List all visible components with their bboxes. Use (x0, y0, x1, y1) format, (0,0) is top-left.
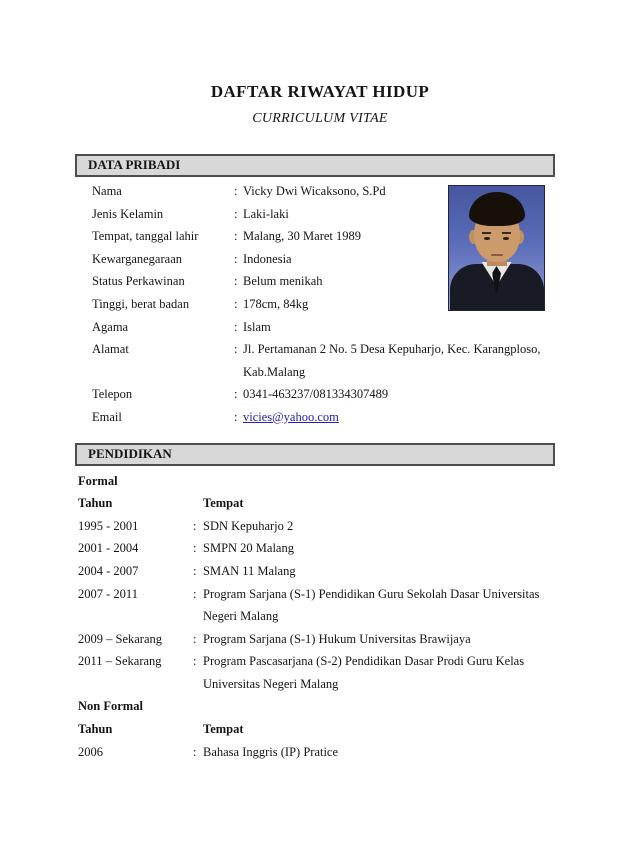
education-place: SDN Kepuharjo 2 (203, 518, 294, 533)
field-row-jenis-kelamin (92, 203, 640, 226)
column-header-tahun: Tahun (78, 722, 113, 737)
education-year: 1995 - 2001 (78, 518, 139, 533)
field-value: 178cm, 84kg (243, 296, 309, 311)
section-header-data-pribadi: DATA PRIBADI (75, 154, 555, 177)
field-label: Tinggi, berat badan (92, 296, 190, 311)
colon-separator: : (234, 206, 238, 221)
column-header-tempat: Tempat (203, 722, 244, 737)
field-row-nama (92, 180, 640, 203)
education-year: 2004 - 2007 (78, 563, 139, 578)
education-place: Program Sarjana (S-1) Pendidikan Guru Sekolah Dasar Universitas Negeri Malang (203, 586, 540, 624)
field-label: Email (92, 409, 122, 424)
education-row (78, 650, 640, 695)
education-place: SMPN 20 Malang (203, 541, 294, 556)
colon-separator: : (234, 274, 238, 289)
field-row-alamat (92, 338, 640, 383)
colon-separator: : (234, 229, 238, 244)
column-header-tempat: Tempat (203, 496, 244, 511)
photo-eyebrow-shape (502, 232, 511, 234)
education-row (78, 741, 640, 764)
field-value: Belum menikah (243, 274, 323, 289)
education-row (78, 583, 640, 628)
field-label: Nama (92, 184, 122, 198)
colon-separator: : (234, 251, 238, 266)
colon-separator: : (234, 409, 238, 424)
photo-eye-shape (503, 237, 509, 240)
colon-separator: : (193, 541, 197, 556)
field-row-email (92, 406, 640, 429)
field-row-agama (92, 316, 640, 339)
colon-separator: : (193, 654, 197, 669)
photo-mouth-shape (491, 254, 503, 256)
colon-separator: : (193, 631, 197, 646)
field-value: 0341-463237/081334307489 (243, 387, 389, 402)
field-row-tempat-tanggal-lahir (92, 225, 640, 248)
education-year: 2009 – Sekarang (78, 631, 163, 646)
education-place: Bahasa Inggris (IP) Pratice (203, 744, 339, 759)
data-pribadi-rows (92, 180, 640, 429)
education-row (78, 628, 640, 651)
field-label: Status Perkawinan (92, 274, 185, 289)
field-value: Islam (243, 319, 271, 334)
document-subtitle: CURRICULUM VITAE (252, 111, 388, 126)
education-year: 2007 - 2011 (78, 586, 138, 601)
education-place: Program Pascasarjana (S-2) Pendidikan Dasar Prodi Guru Kelas Universitas Negeri Malang (203, 654, 525, 691)
education-year: 2001 - 2004 (78, 541, 139, 556)
field-row-kewarganegaraan (92, 248, 640, 271)
field-label: Agama (92, 319, 129, 334)
document-title: DAFTAR RIWAYAT HIDUP (210, 82, 430, 101)
field-value (243, 406, 587, 429)
education-column-headers (78, 718, 640, 741)
education-place: Program Sarjana (S-1) Hukum Universitas Brawijaya (203, 631, 471, 646)
colon-spacer (193, 492, 203, 515)
field-label: Tempat, tanggal lahir (92, 229, 199, 244)
education-row (78, 537, 640, 560)
colon-spacer (193, 718, 203, 741)
field-label: Telepon (92, 387, 133, 402)
field-row-status-perkawinan (92, 270, 640, 293)
field-row-tinggi-berat-badan (92, 293, 640, 316)
education-column-headers (78, 492, 640, 515)
field-label: Kewarganegaraan (92, 251, 182, 266)
education-place: SMAN 11 Malang (203, 563, 296, 578)
education-year: 2011 – Sekarang (78, 654, 162, 669)
education-row (78, 560, 640, 583)
pendidikan-section (78, 470, 640, 764)
photo-eyebrow-shape (482, 232, 491, 234)
section-header-pendidikan: PENDIDIKAN (75, 443, 555, 466)
colon-separator: : (193, 563, 197, 578)
field-value: Malang, 30 Maret 1989 (243, 229, 362, 244)
email-link[interactable]: vicies@yahoo.com (243, 409, 339, 424)
field-value: Indonesia (243, 251, 292, 266)
photo-hair-shape (469, 192, 525, 226)
photo-eye-shape (484, 237, 490, 240)
colon-separator: : (193, 586, 197, 601)
field-label: Jenis Kelamin (92, 206, 164, 221)
formal-subheading: Formal (78, 473, 118, 488)
colon-separator: : (193, 518, 197, 533)
field-value: Laki-laki (243, 206, 289, 221)
colon-separator: : (234, 319, 238, 334)
field-row-telepon (92, 383, 640, 406)
education-row (78, 515, 640, 538)
non-formal-subheading: Non Formal (78, 699, 143, 714)
colon-separator: : (234, 342, 238, 357)
field-value: Jl. Pertamanan 2 No. 5 Desa Kepuharjo, Kec. Karangploso, Kab.Malang (243, 342, 541, 379)
colon-separator: : (234, 184, 238, 198)
colon-separator: : (234, 387, 238, 402)
column-header-tahun: Tahun (78, 496, 113, 511)
field-value: Vicky Dwi Wicaksono, S.Pd (243, 184, 386, 198)
colon-separator: : (193, 744, 197, 759)
field-label: Alamat (92, 342, 129, 357)
profile-photo (448, 185, 545, 311)
education-year: 2006 (78, 744, 103, 759)
colon-separator: : (234, 296, 238, 311)
